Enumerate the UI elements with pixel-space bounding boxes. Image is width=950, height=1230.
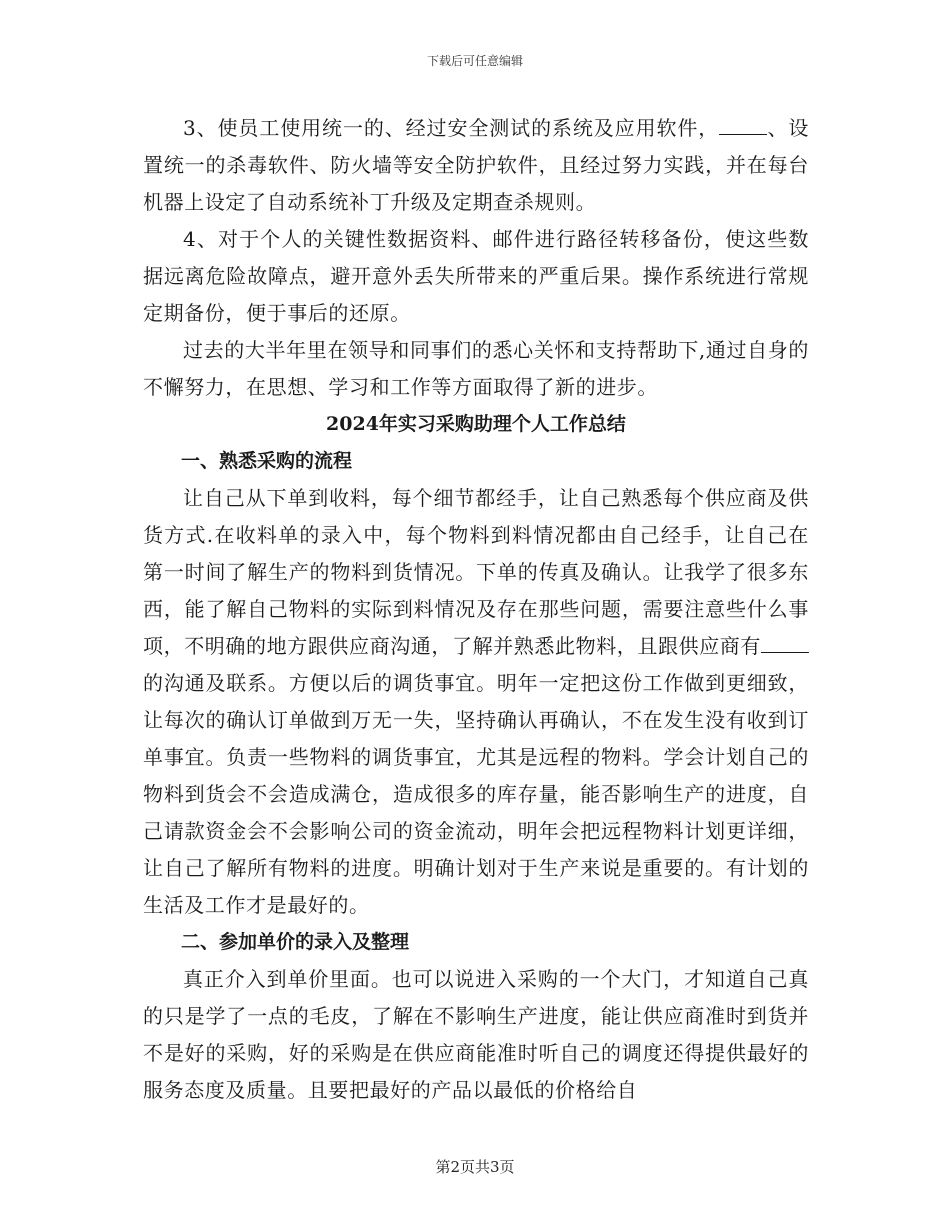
section-1-text xyxy=(143,480,809,924)
page-footer: 第2页共3页 xyxy=(435,1158,515,1176)
document-body xyxy=(143,110,809,1109)
fill-blank xyxy=(761,634,809,653)
section-1-heading: 一、熟悉采购的流程 xyxy=(181,450,353,472)
paragraph-4: 4、对于个人的关键性数据资料、邮件进行路径转移备份，使这些数据远离危险故障点，避开意外丢失所带来的严重后果。操作系统进行常规定期备份，便于事后的还原。 xyxy=(143,227,809,325)
page-header: 下载后可任意编辑 xyxy=(426,54,523,68)
document-title: 2024年实习采购助理个人工作总结 xyxy=(326,413,626,435)
fill-blank xyxy=(719,116,767,135)
paragraph-3-part-a: 3、使员工使用统一的、经过安全测试的系统及应用软件， xyxy=(183,116,720,140)
paragraph-3-part-b: 、设置统一的杀毒软件、防火墙等安全防护软件，且经过努力实践，并在每台机器上设定了自动系统补丁升级及定期查杀规则。 xyxy=(143,116,809,214)
section-1-text-part-b: 的沟通及联系。方便以后的调货事宜。明年一定把这份工作做到更细致，让每次的确认订单做到万无一失，坚持确认再确认，不在发生没有收到订单事宜。负责一些物料的调货事宜，尤其是远程的物料。学会计划自己的物料到货会不会造成满仓，造成很多的库存量，能否影响生产的进度，自己请款资金会不会影响公司的资金流动，明年会把远程物料计划更详细，让自己了解所有物料的进度。明确计划对于生产来说是重要的。有计划的生活及工作才是最好的。 xyxy=(143,671,809,917)
section-1-text-part-a: 让自己从下单到收料，每个细节都经手，让自己熟悉每个供应商及供货方式.在收料单的录入中，每个物料到料情况都由自己经手，让自己在第一时间了解生产的物料到货情况。下单的传真及确认。让我学了很多东西，能了解自己物料的实际到料情况及存在那些问题，需要注意些什么事项，不明确的地方跟供应商沟通，了解并熟悉此物料，且跟供应商有 xyxy=(143,486,809,658)
paragraph-5: 过去的大半年里在领导和同事们的悉心关怀和支持帮助下,通过自身的不懈努力，在思想、学习和工作等方面取得了新的进步。 xyxy=(143,338,809,399)
section-2-text: 真正介入到单价里面。也可以说进入采购的一个大门，才知道自己真的只是学了一点的毛皮，了解在不影响生产进度，能让供应商准时到货并不是好的采购，好的采购是在供应商能准时听自己的调度还得提供最好的服务态度及质量。且要把最好的产品以最低的价格给自 xyxy=(143,967,809,1102)
section-2-heading: 二、参加单价的录入及整理 xyxy=(181,931,410,953)
paragraph-3 xyxy=(143,110,809,221)
